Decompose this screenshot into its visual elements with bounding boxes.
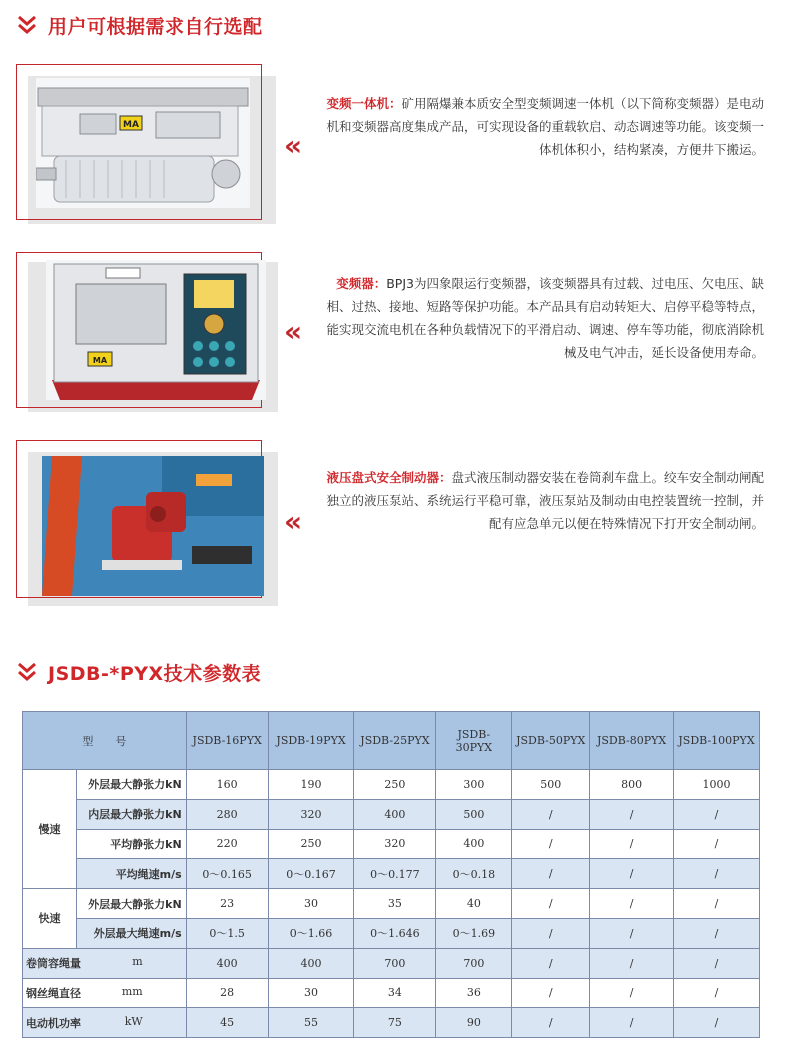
table-cell: /: [590, 978, 674, 1008]
table-cell: 400: [186, 948, 268, 978]
double-chevron-down-icon: [14, 12, 40, 38]
feature-text: BPJ3为四象限运行变频器，该变频器具有过载、过电压、欠电压、缺相、过热、接地、短路等保护功能。本产品具有启动转矩大、启停平稳等特点，能实现交流电机在各种负载情况下的平滑启动、调速、停车等功能，彻底消除机械及电气冲击，延长设备使用寿命。: [326, 276, 764, 360]
table-cell: 90: [436, 1008, 512, 1038]
param-name: 卷筒容绳量: [26, 957, 81, 971]
double-chevron-left-icon: «: [284, 505, 303, 538]
brake-photo: [42, 456, 264, 596]
table-cell: 28: [186, 978, 268, 1008]
double-chevron-left-icon: «: [284, 129, 303, 162]
table-cell: /: [512, 889, 590, 919]
section-title: JSDB-*PYX技术参数表: [48, 662, 262, 685]
table-cell: 220: [186, 829, 268, 859]
table-cell: /: [674, 889, 760, 919]
param-label: 平均绳速m/s: [76, 859, 186, 889]
table-cell: 250: [268, 829, 354, 859]
table-cell: 400: [436, 829, 512, 859]
feature-block-inverter-motor: [16, 64, 786, 226]
ma-mark: MA: [123, 120, 139, 130]
table-cell: 320: [354, 829, 436, 859]
table-row: [23, 799, 760, 829]
header-model: JSDB-16PYX: [186, 712, 268, 770]
table-cell: /: [674, 978, 760, 1008]
table-cell: 23: [186, 889, 268, 919]
param-label: [23, 978, 187, 1008]
table-cell: /: [674, 1008, 760, 1038]
table-cell: /: [590, 889, 674, 919]
table-cell: 0～1.69: [436, 918, 512, 948]
section-title: 用户可根据需求自行选配: [48, 15, 263, 38]
section-heading-spec: [14, 657, 261, 687]
feature-text: 矿用隔爆兼本质安全型变频调速一体机（以下简称变频器）是电动机和变频器高度集成产品，可实现设备的重载软启、动态调速等功能。该变频一体机体积小，结构紧凑，方便井下搬运。: [326, 96, 764, 157]
table-cell: /: [674, 948, 760, 978]
table-cell: 35: [354, 889, 436, 919]
table-cell: 0～0.18: [436, 859, 512, 889]
table-cell: /: [590, 799, 674, 829]
feature-block-inverter: [16, 252, 786, 414]
table-cell: /: [512, 978, 590, 1008]
ma-mark: MA: [92, 356, 108, 365]
table-cell: /: [512, 1008, 590, 1038]
table-row: [23, 918, 760, 948]
table-cell: /: [512, 799, 590, 829]
table-cell: 0～1.5: [186, 918, 268, 948]
param-unit: m: [132, 955, 143, 969]
param-label: 外层最大静张力kN: [76, 889, 186, 919]
table-cell: /: [674, 829, 760, 859]
table-cell: 500: [512, 770, 590, 800]
table-row: [23, 829, 760, 859]
table-cell: 40: [436, 889, 512, 919]
table-cell: 0～1.66: [268, 918, 354, 948]
header-model: JSDB-80PYX: [590, 712, 674, 770]
table-cell: /: [512, 948, 590, 978]
table-cell: 0～0.177: [354, 859, 436, 889]
table-cell: 280: [186, 799, 268, 829]
header-model: JSDB-19PYX: [268, 712, 354, 770]
double-chevron-down-icon: [14, 659, 40, 685]
table-cell: 400: [268, 948, 354, 978]
header-model: JSDB-30PYX: [436, 712, 512, 770]
table-row: [23, 948, 760, 978]
table-cell: 500: [436, 799, 512, 829]
table-row: [23, 770, 760, 800]
param-label: 内层最大静张力kN: [76, 799, 186, 829]
header-model: JSDB-25PYX: [354, 712, 436, 770]
param-label: 平均静张力kN: [76, 829, 186, 859]
table-cell: 400: [354, 799, 436, 829]
header-model-label: 型 号: [23, 712, 187, 770]
feature-lead: 变频一体机：: [326, 96, 402, 111]
table-row: [23, 978, 760, 1008]
table-cell: 800: [590, 770, 674, 800]
table-cell: /: [512, 829, 590, 859]
param-unit: mm: [121, 984, 143, 998]
table-cell: 34: [354, 978, 436, 1008]
table-cell: /: [590, 859, 674, 889]
inverter-motor-photo: [36, 78, 250, 208]
table-cell: 75: [354, 1008, 436, 1038]
table-cell: 1000: [674, 770, 760, 800]
table-cell: 300: [436, 770, 512, 800]
feature-description: [316, 272, 764, 364]
feature-description: [316, 466, 764, 535]
table-cell: /: [512, 859, 590, 889]
table-cell: /: [590, 918, 674, 948]
feature-lead: 变频器：: [336, 276, 387, 291]
param-unit: kW: [124, 1014, 143, 1028]
feature-lead: 液压盘式安全制动器：: [326, 470, 452, 485]
table-cell: /: [512, 918, 590, 948]
table-cell: 160: [186, 770, 268, 800]
feature-block-brake: [16, 440, 786, 610]
section-heading-options: [14, 10, 263, 40]
param-label: [23, 1008, 187, 1038]
table-cell: 30: [268, 889, 354, 919]
table-cell: /: [674, 859, 760, 889]
table-cell: /: [674, 799, 760, 829]
table-cell: 55: [268, 1008, 354, 1038]
table-cell: /: [590, 948, 674, 978]
table-cell: 700: [436, 948, 512, 978]
double-chevron-left-icon: «: [284, 315, 303, 348]
feature-description: [316, 92, 764, 161]
table-cell: 190: [268, 770, 354, 800]
table-cell: 250: [354, 770, 436, 800]
param-label: [23, 948, 187, 978]
table-row: [23, 889, 760, 919]
feature-text: 盘式液压制动器安装在卷筒刹车盘上。绞车安全制动闸配独立的液压泵站、系统运行平稳可靠，液压泵站及制动由电控装置统一控制，并配有应急单元以便在特殊情况下打开安全制动闸。: [326, 470, 764, 531]
group-label: 快速: [23, 889, 77, 949]
table-cell: 0～1.646: [354, 918, 436, 948]
table-cell: 30: [268, 978, 354, 1008]
param-name: 电动机功率: [26, 1016, 81, 1030]
spec-table: [22, 711, 760, 1038]
table-row: [23, 859, 760, 889]
table-cell: 0～0.167: [268, 859, 354, 889]
header-model: JSDB-50PYX: [512, 712, 590, 770]
header-model: JSDB-100PYX: [674, 712, 760, 770]
table-row: [23, 1008, 760, 1038]
table-cell: /: [590, 829, 674, 859]
inverter-photo: [46, 260, 266, 400]
table-cell: 45: [186, 1008, 268, 1038]
table-header-row: [23, 712, 760, 770]
table-cell: 0～0.165: [186, 859, 268, 889]
group-label: 慢速: [23, 770, 77, 889]
table-cell: 700: [354, 948, 436, 978]
param-label: 外层最大静张力kN: [76, 770, 186, 800]
param-label: 外层最大绳速m/s: [76, 918, 186, 948]
table-cell: /: [590, 1008, 674, 1038]
table-cell: 36: [436, 978, 512, 1008]
table-cell: /: [674, 918, 760, 948]
param-name: 钢丝绳直径: [26, 986, 81, 1000]
table-cell: 320: [268, 799, 354, 829]
